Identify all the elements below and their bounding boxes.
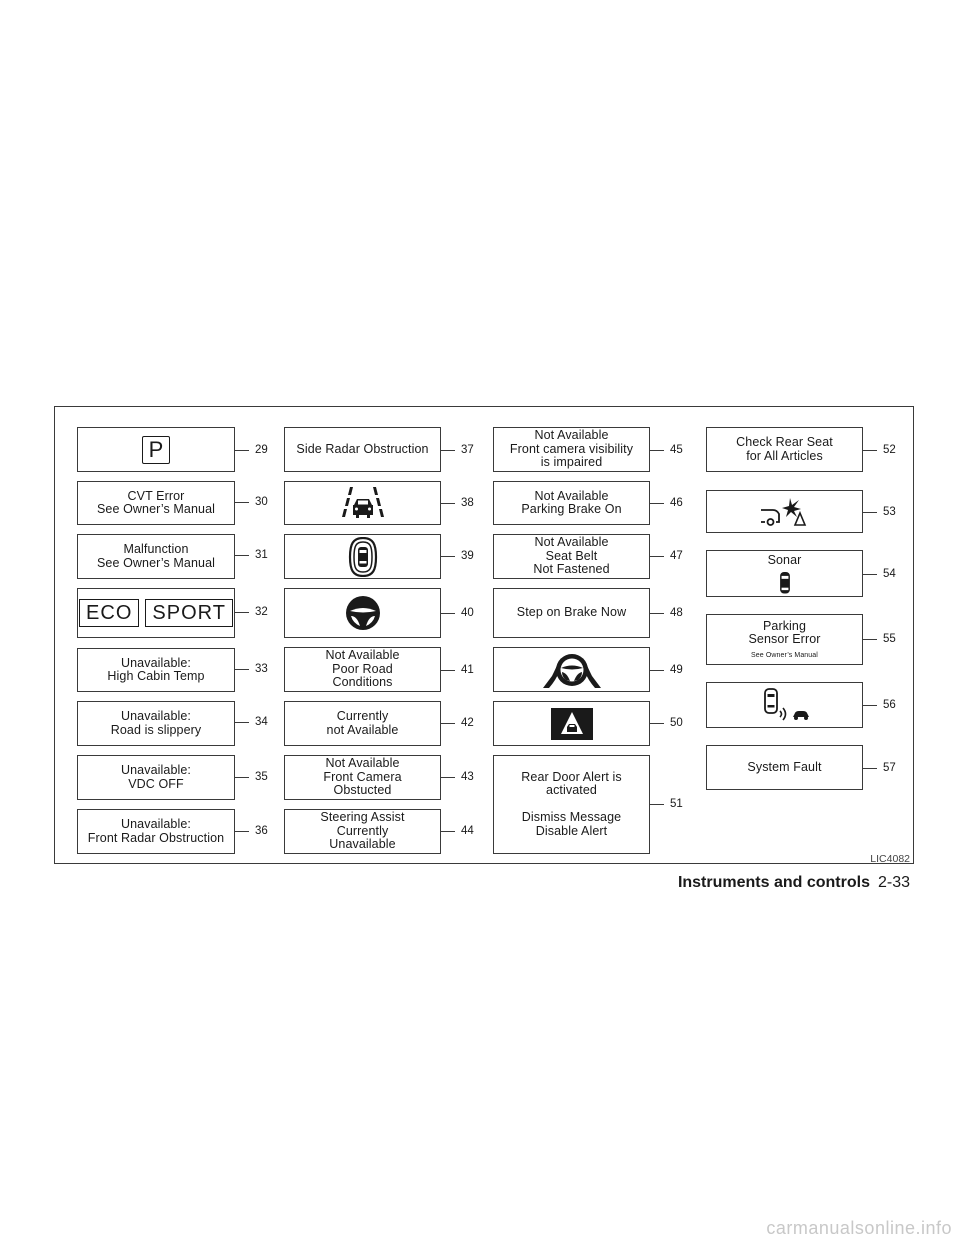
message-text: CVT Error See Owner’s Manual (96, 488, 216, 516)
callout-57 (863, 761, 896, 775)
indicator-50 (493, 701, 650, 746)
forward-collision-warning-icon (551, 708, 593, 740)
indicator-54 (706, 550, 863, 597)
callout-42 (441, 716, 474, 730)
callout-number: 51 (670, 798, 683, 810)
callout-number: 42 (461, 717, 474, 729)
callout-44 (441, 824, 474, 838)
indicator-35 (77, 755, 235, 800)
callout-50 (650, 716, 683, 730)
callout-number: 33 (255, 663, 268, 675)
indicator-47 (493, 534, 650, 579)
callout-32 (235, 605, 268, 619)
callout-number: 48 (670, 607, 683, 619)
message-text: Unavailable: High Cabin Temp (107, 655, 205, 683)
callout-number: 50 (670, 717, 683, 729)
callout-number: 49 (670, 664, 683, 676)
message-text: Not Available Seat Belt Not Fastened (533, 535, 610, 577)
callout-number: 41 (461, 664, 474, 676)
indicator-39 (284, 534, 441, 579)
callout-47 (650, 549, 683, 563)
p-indicator-icon: P (142, 436, 170, 464)
page-number: 2-33 (877, 874, 910, 891)
callout-46 (650, 496, 683, 510)
indicator-52 (706, 427, 863, 472)
message-text: Not Available Parking Brake On (521, 488, 622, 516)
callout-number: 47 (670, 550, 683, 562)
message-text: Rear Door Alert is activated Dismiss Message Disable Alert (521, 769, 622, 838)
indicator-31 (77, 534, 235, 579)
message-text: Not Available Front Camera Obstucted (323, 756, 402, 798)
indicator-53 (706, 490, 863, 533)
callout-number: 56 (883, 699, 896, 711)
callout-number: 45 (670, 444, 683, 456)
callout-number: 37 (461, 444, 474, 456)
indicator-37 (284, 427, 441, 472)
callout-37 (441, 443, 474, 457)
callout-51 (650, 797, 683, 811)
indicator-33 (77, 648, 235, 692)
indicator-36 (77, 809, 235, 854)
sport-mode-label: SPORT (145, 599, 233, 627)
callout-29 (235, 443, 268, 457)
indicator-46 (493, 481, 650, 525)
parking-sensor-icon (759, 687, 811, 723)
steering-wheel-icon (344, 594, 382, 632)
callout-number: 29 (255, 444, 268, 456)
callout-number: 40 (461, 607, 474, 619)
callout-number: 57 (883, 762, 896, 774)
callout-number: 52 (883, 444, 896, 456)
callout-38 (441, 496, 474, 510)
indicator-38 (284, 481, 441, 525)
callout-48 (650, 606, 683, 620)
indicator-45 (493, 427, 650, 472)
callout-number: 54 (883, 568, 896, 580)
watermark: carmanualsonline.info (766, 1218, 952, 1238)
indicator-40 (284, 588, 441, 638)
collision-warning-car-icon (759, 496, 811, 528)
indicator-30 (77, 481, 235, 525)
callout-49 (650, 663, 683, 677)
sonar-label: Sonar (767, 553, 802, 567)
message-text: Step on Brake Now (516, 605, 627, 620)
callout-56 (863, 698, 896, 712)
callout-number: 35 (255, 771, 268, 783)
callout-55 (863, 632, 896, 646)
owners-manual-note: See Owner’s Manual (751, 651, 818, 659)
indicator-55 (706, 614, 863, 665)
callout-35 (235, 770, 268, 784)
callout-45 (650, 443, 683, 457)
callout-number: 32 (255, 606, 268, 618)
message-text: Check Rear Seat for All Articles (736, 435, 833, 463)
section-title: Instruments and controls (677, 874, 870, 891)
callout-number: 46 (670, 497, 683, 509)
indicator-57 (706, 745, 863, 790)
callout-54 (863, 567, 896, 581)
callout-36 (235, 824, 268, 838)
indicator-42 (284, 701, 441, 746)
message-text: Malfunction See Owner’s Manual (96, 542, 216, 570)
figure-reference: LIC4082 (870, 853, 910, 865)
message-text: Steering Assist Currently Unavailable (320, 810, 405, 852)
callout-number: 36 (255, 825, 268, 837)
indicator-29 (77, 427, 235, 472)
callout-number: 39 (461, 550, 474, 562)
callout-52 (863, 443, 896, 457)
indicator-44 (284, 809, 441, 854)
indicator-41 (284, 647, 441, 692)
sonar-car-icon (778, 571, 792, 597)
message-text: Unavailable: Front Radar Obstruction (87, 817, 225, 845)
indicator-43 (284, 755, 441, 800)
indicator-32 (77, 588, 235, 638)
hands-on-wheel-icon (539, 650, 605, 690)
indicator-48 (493, 588, 650, 638)
callout-number: 44 (461, 825, 474, 837)
callout-40 (441, 606, 474, 620)
callout-number: 55 (883, 633, 896, 645)
indicator-34 (77, 701, 235, 746)
callout-number: 53 (883, 506, 896, 518)
indicator-51 (493, 755, 650, 854)
indicator-49 (493, 647, 650, 692)
message-text: Not Available Front camera visibility is impaired (509, 428, 634, 470)
callout-number: 30 (255, 496, 268, 508)
callout-number: 38 (461, 497, 474, 509)
callout-41 (441, 663, 474, 677)
message-text: Unavailable: Road is slippery (110, 709, 202, 737)
indicator-56 (706, 682, 863, 728)
message-text: Not Available Poor Road Conditions (325, 648, 400, 690)
callout-31 (235, 548, 268, 562)
callout-39 (441, 549, 474, 563)
callout-34 (235, 715, 268, 729)
callout-53 (863, 505, 896, 519)
eco-mode-label: ECO (79, 599, 139, 627)
callout-number: 43 (461, 771, 474, 783)
callout-33 (235, 662, 268, 676)
message-text: Parking Sensor Error (748, 618, 821, 646)
callout-43 (441, 770, 474, 784)
lane-departure-icon (338, 485, 388, 521)
blind-spot-car-icon (348, 537, 378, 577)
message-text: System Fault (747, 759, 822, 774)
message-text: Unavailable: VDC OFF (121, 763, 191, 791)
callout-number: 34 (255, 716, 268, 728)
callout-number: 31 (255, 549, 268, 561)
message-text: Currently not Available (326, 709, 399, 737)
message-text: Side Radar Obstruction (296, 441, 429, 456)
callout-30 (235, 495, 268, 509)
page-footer (678, 874, 910, 892)
